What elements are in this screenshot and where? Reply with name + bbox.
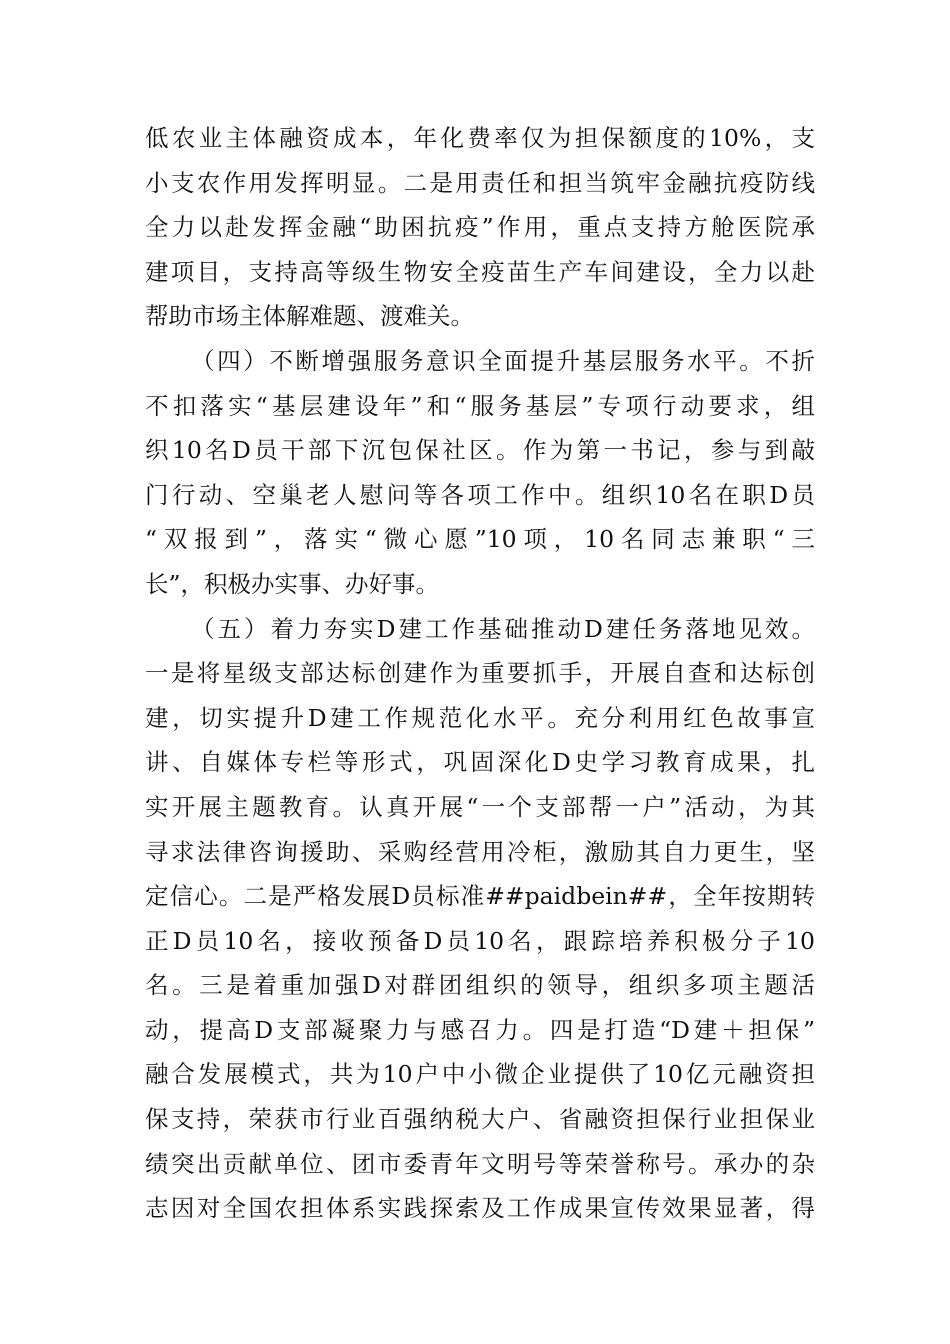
text-line: 全力以赴发挥金融“助困抗疫”作用，重点支持方舱医院承 [145,213,815,242]
text-line: 动，提高D支部凝聚力与感召力。四是打造“D建＋担保” [145,1015,815,1044]
text-line: 低农业主体融资成本，年化费率仅为担保额度的10%，支 [145,124,815,152]
text-line: 保支持，荣获市行业百强纳税大户、省融资担保行业担保业 [145,1105,815,1134]
text-line: 志因对全国农担体系实践探索及工作成果宣传效果显著，得 [145,1194,815,1223]
text-line: 正D员10名，接收预备D员10名，跟踪培养积极分子10 [145,926,815,955]
text-line: 小支农作用发挥明显。二是用责任和担当筑牢金融抗疫防线 [145,168,815,197]
text-line: 不扣落实“基层建设年”和“服务基层”专项行动要求，组 [145,391,815,420]
text-line: “双报到”，落实“微心愿”10项，10名同志兼职“三 [145,525,815,554]
text-line: 织10名D员干部下沉包保社区。作为第一书记，参与到敲 [145,436,815,465]
text-line: 实开展主题教育。认真开展“一个支部帮一户”活动，为其 [145,792,815,821]
text-line: 名。三是着重加强D对群团组织的领导，组织多项主题活 [145,971,815,1000]
text-line: 建项目，支持高等级生物安全疫苗生产车间建设，全力以赴 [145,257,815,286]
document-body [145,116,815,1231]
text-line: 讲、自媒体专栏等形式，巩固深化D史学习教育成果，扎 [145,748,815,777]
text-line: 定信心。二是严格发展D员标准##paidbein##，全年按期转 [145,882,815,911]
text-line: 建，切实提升D建工作规范化水平。充分利用红色故事宣 [145,703,815,732]
text-line: 寻求法律咨询援助、采购经营用冷柜，激励其自力更生，坚 [145,837,815,866]
text-line: 帮助市场主体解难题、渡难关。 [145,302,474,331]
text-line: 一是将星级支部达标创建作为重要抓手，开展自查和达标创 [145,659,815,688]
paragraph-heading-line: （四）不断增强服务意识全面提升基层服务水平。不折 [191,346,815,375]
paragraph-heading-line: （五）着力夯实D建工作基础推动D建任务落地见效。 [191,614,815,643]
text-line: 融合发展模式，共为10户中小微企业提供了10亿元融资担 [145,1060,815,1089]
text-line: 长”，积极办实事、办好事。 [145,569,440,598]
text-line: 绩突出贡献单位、团市委青年文明号等荣誉称号。承办的杂 [145,1149,815,1178]
text-line: 门行动、空巢老人慰问等各项工作中。组织10名在职D员 [145,480,815,509]
